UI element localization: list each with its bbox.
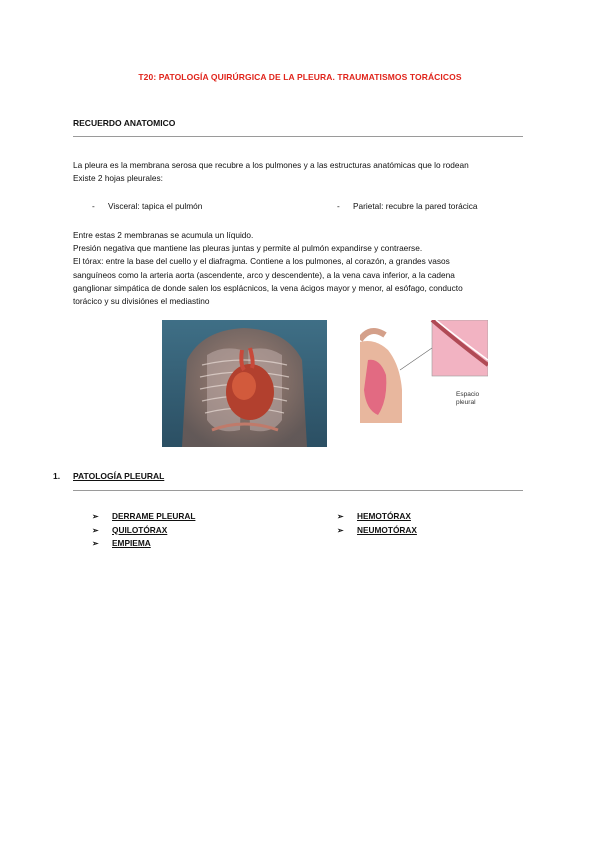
section-heading-anatomy: RECUERDO ANATOMICO — [73, 118, 176, 128]
list-item — [92, 524, 195, 538]
list-item — [92, 537, 195, 551]
section-title: PATOLOGÍA PLEURAL — [73, 471, 165, 481]
dash-marker: - — [337, 201, 340, 211]
list-item-label[interactable]: DERRAME PLEURAL — [112, 511, 196, 521]
paragraph-line: Presión negativa que mantiene las pleuras juntas y permite al pulmón expandirse y contraerse. — [73, 243, 423, 254]
pathology-list-right — [337, 510, 417, 537]
sheet-parietal — [337, 201, 478, 211]
paragraph-line: Entre estas 2 membranas se acumula un líquido. — [73, 230, 254, 240]
bullet-arrow: ➢ — [92, 512, 99, 521]
paragraph-line: sanguíneos como la arteria aorta (ascendente, arco y descendente), a la vena cava inferior, a la cadena — [73, 269, 455, 280]
thorax-anatomy-image — [162, 320, 327, 447]
pleural-space-image — [360, 320, 488, 423]
list-item-label[interactable]: QUILOTÓRAX — [112, 524, 168, 535]
list-item-label[interactable]: NEUMOTÓRAX — [357, 524, 417, 535]
paragraph-line: torácico y su divisiónes el mediastino — [73, 296, 210, 307]
intro-line-1: La pleura es la membrana serosa que recubre a los pulmones y a las estructuras anatómicas que lo rodean — [73, 160, 469, 170]
figure-label-line-1: Espacio — [456, 391, 480, 398]
list-item — [337, 510, 417, 524]
sheet-visceral — [92, 201, 202, 211]
sheet-text: Parietal: recubre la pared torácica — [353, 201, 478, 211]
document-title: T20: PATOLOGÍA QUIRÚRGICA DE LA PLEURA. TRAUMATISMOS TORÁCICOS — [138, 72, 462, 82]
sheet-text: Visceral: tapica el pulmón — [108, 201, 203, 211]
bullet-arrow: ➢ — [337, 525, 344, 535]
list-item-label[interactable]: EMPIEMA — [112, 538, 151, 548]
figure-label-line-2: pleural — [456, 399, 476, 406]
bullet-arrow: ➢ — [337, 512, 344, 521]
section-number: 1. — [53, 471, 61, 481]
pathology-list-left — [92, 510, 195, 551]
bullet-arrow: ➢ — [92, 539, 99, 548]
bullet-arrow: ➢ — [92, 525, 99, 535]
list-item-label[interactable]: HEMOTÓRAX — [357, 511, 411, 521]
dash-marker: - — [92, 201, 95, 211]
intro-line-2: Existe 2 hojas pleurales: — [73, 173, 163, 183]
heading-rule — [73, 136, 523, 137]
list-item — [92, 510, 195, 524]
paragraph-line: ganglionar simpática de donde salen los esplácnicos, la vena ácigos mayor y menor, al esófago, conducto — [73, 282, 463, 293]
paragraph-line: El tórax: entre la base del cuello y el diafragma. Contiene a los pulmones, al corazón, a grandes vasos — [73, 256, 450, 267]
list-item — [337, 524, 417, 538]
anatomy-paragraph — [73, 229, 543, 308]
section-rule — [73, 490, 523, 491]
